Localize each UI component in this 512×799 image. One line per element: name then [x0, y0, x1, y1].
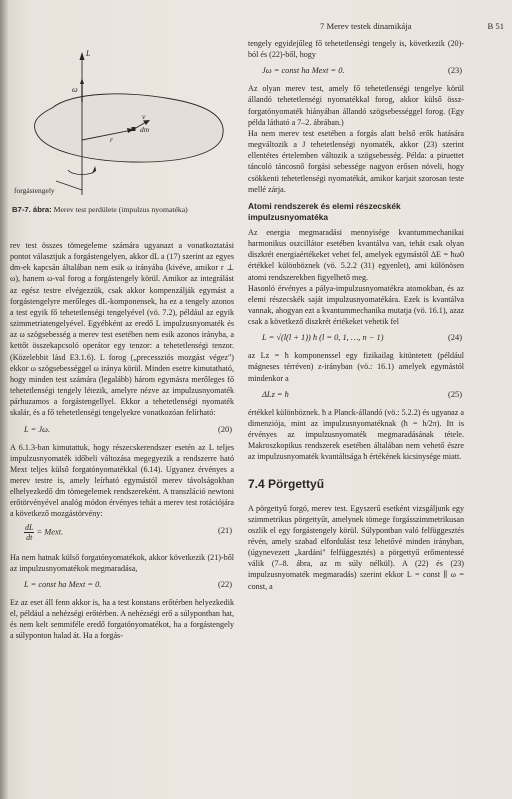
omega-arrowhead	[80, 78, 84, 84]
right-paragraph-2: Az olyan merev test, amely fő tehetetlenségi tengelye körül állandó tehetetlenségi nyomatékkal forog, akkor külső össz-forgatónyomaték hiányában állandó szögsebességgel forog. (Egy példa látható a 7–2. ábrában.)	[248, 84, 464, 127]
equation-21-denominator: dt	[26, 532, 33, 542]
left-column	[10, 240, 234, 642]
binding-gutter	[0, 0, 8, 799]
right-paragraph-8: A pörgettyű forgó, merev test. Egyszerű esetként vizsgáljunk egy szimmetrikus pörgettyűt, amelynek tömege forgásszimmetrikusan oszlik el egy forgástengely körül. Súlypontban való felfüggesztés révén, amely szabad elfordulást tesz lehetővé minden irányban, (úgynevezett „kardáni" felfüggesztés) a pörgettyű erőmentessé válik (7–8. ábra, az m súly nélkül). A (22) és (23) impulzusnyomaték megmaradás) szerint ekkor L = const ∥ ω = const, a	[248, 503, 464, 591]
equation-21-fraction	[24, 523, 34, 542]
chapter-header: 7 Merev testek dinamikája	[320, 21, 412, 31]
mass-element-label: dm	[140, 125, 150, 134]
equation-25-number: (25)	[448, 389, 462, 399]
left-paragraph-2: A 6.1.3-ban kimutattuk, hogy részecskerendszer esetén az L teljes impulzusnyomaték időbeli változása megegyezik a rendszerre ható Mext teljes külső forgatónyomatékkal (6.14). Ugyanez érvényes a merev testre is, amely leírható egymástól merev távolságokban elhelyezkedő dm tömegelemek rendszereként. A transzláció newtoni erőtörvényével analóg módon érvényes tehát a merev test rotációjára a következő mozgástörvény:	[10, 442, 234, 519]
right-paragraph-7: értékkel különböznek. ħ a Planck-állandó (vö.: 5.2.2) és ugyanaz a dimenziója, mint az impulzusnyomatéknak (ħ = h/2π). Itt is érvényes az impulzusnyomaték megmaradásának tétele. Makroszkopikus rendszerek esetében általában nem vehető észre az impulzusnyomaték kvantáltsága ħ értékének kicsinysége miatt.	[248, 407, 464, 462]
angular-momentum-arrowhead	[80, 52, 85, 60]
right-paragraph-1: tengely egyidejűleg fő tehetetlenségi tengely is, következik (20)-ból és (22)-ből, hogy	[248, 39, 464, 60]
equation-23-number: (23)	[448, 66, 462, 76]
equation-21-body	[24, 523, 63, 542]
omega-label: ω	[72, 85, 78, 94]
equation-23	[248, 65, 464, 78]
equation-24	[248, 332, 464, 345]
equation-22-number: (22)	[218, 579, 232, 589]
equation-25	[248, 389, 464, 402]
rotation-arc-arrowhead	[92, 166, 96, 174]
equation-24-number: (24)	[448, 333, 462, 343]
equation-22	[10, 579, 234, 592]
equation-21-numerator: dL	[25, 522, 34, 532]
section-heading: 7.4 Pörgettyű	[248, 476, 325, 491]
right-paragraph-4: Az energia megmaradási mennyisége kvantummechanikai harmonikus oszcillátor esetében kvantálva van, tehát csak olyan diszkrét energiaértékeket vehet fel, amelyek egymástól ΔE = ħω0 értékkel különböznek (vö. 5.2.2 (31) egyenlet), ami különösen atomi rendszerekben figyelhető meg.	[248, 227, 464, 282]
page-number: B 51	[487, 21, 504, 31]
left-paragraph-4: Ez az eset áll fenn akkor is, ha a test konstans erőtérben helyezkedik el, például a nehézségi erőtérben. A nehézségi erő a súlypontban hat, és nem kelt semmiféle eredő forgatónyomatékot, ha a forgástengely a súlyponton halad át. Ha a forgás-	[10, 597, 234, 641]
rigid-body-outline	[34, 94, 223, 162]
rigid-body-figure	[12, 30, 234, 200]
equation-21	[10, 522, 234, 547]
left-paragraph-1: rev test összes tömegeleme számára ugyanazt a vonatkoztatási pontot választjuk a forgástengelyen, akkor dL a (17) szerint az egyes dm-ek kapcsán általában nem esik ω irányába (kivéve, amikor r ⊥ ω), hanem ω-val forog a forgástengely körül. Amikor az integrálást az egész testre elvégezzük, csak akkor kompenzálják egymást a forgástengelyre merőleges dL-komponensek, ha ez a tengely azonos a test egyik fő tehetetlenségi tengelyével (vö. 7.2), például az egyik szimmetriatengelyével. Egyébként az eredő L impulzusnyomaték és az ω szögsebesség a merev test esetében nem esik azonos irányba, a kettőt összekapcsoló operátor egy tenzor: a tehetetlenségi tenzor. (Közelebbit lásd E3.1.6). L forog („precessziós mozgást végez") ekkor ω szögsebességgel ω iránya körül. Minden esetre kimutatható, hogy minden test számára (legalább) három egymásra merőleges fő tehetetlenségi tengely létezik, amelyre nézve az impulzusnyomaték párhuzamos a forgástengellyel. Ekkor a tehetetlenségi nyomaték skalár, és a fő tehetetlenségi tengelyekre vonatkozóan felírható:	[10, 241, 234, 418]
equation-20	[10, 424, 234, 437]
equation-23-body: Jω = const ha Mext = 0.	[262, 66, 345, 76]
angular-momentum-label: L	[86, 49, 91, 58]
right-column	[248, 38, 464, 592]
equation-24-body: L = √(l(l + 1)) ħ (l = 0, 1, …, n − 1)	[262, 333, 384, 343]
equation-22-body: L = const ha Mext = 0.	[24, 579, 102, 589]
mass-element-marker	[132, 127, 136, 131]
caption-text: Merev test perdülete (impulzus nyomatéka)	[53, 205, 188, 214]
axis-leader-line	[56, 181, 82, 190]
running-header	[320, 21, 506, 31]
equation-20-number: (20)	[218, 424, 232, 434]
caption-number: B7-7. ábra:	[12, 205, 52, 214]
axis-label: forgástengely	[14, 186, 55, 195]
right-paragraph-6: az Lz = ħ komponenssel egy fizikailag kitüntetett (például mágneses térréven) z-irányban (vö.: 16.1) amelyek egymástól mindenkor a	[248, 351, 464, 383]
equation-21-rhs: = Mext.	[36, 527, 64, 537]
equation-21-number: (21)	[218, 525, 232, 535]
right-paragraph-3: Ha nem merev test esetében a forgás alatt belső erők hatására megváltozik a J tehetetlenségi nyomaték, akkor (23) szerint ellentétes értelemben változik a szögsebesség. Példa: a piruettet táncoló táncosnő forgási sebessége nagyon erősen növeli, hogy csökkenti tehetetlenségi nyomatékát, amikor karjait szorosan teste mellé zárja.	[248, 128, 464, 194]
right-paragraph-5: Hasonló érvényes a pálya-impulzusnyomatékra atomokban, és az elemi részecskék saját impulzusnyomatékára. Ezek is kvantálva vannak, ahogyan ezt a kvantummechanika mutatja (vö. 16.1), azaz csak a következő diszkrét értékeket vehetik fel	[248, 283, 464, 327]
figure-caption	[12, 205, 212, 215]
radius-label: r	[110, 135, 113, 144]
velocity-label: v	[142, 112, 146, 121]
subsection-heading: Atomi rendszerek és elemi részecskék impulzusnyomatéka	[248, 200, 401, 222]
equation-20-body: L = Jω.	[24, 424, 51, 434]
left-paragraph-3: Ha nem hatnak külső forgatónyomatékok, akkor következik (21)-ből az impulzusnyomatékok megmaradása,	[10, 552, 234, 573]
equation-25-body: ΔLz = ħ	[262, 389, 289, 399]
